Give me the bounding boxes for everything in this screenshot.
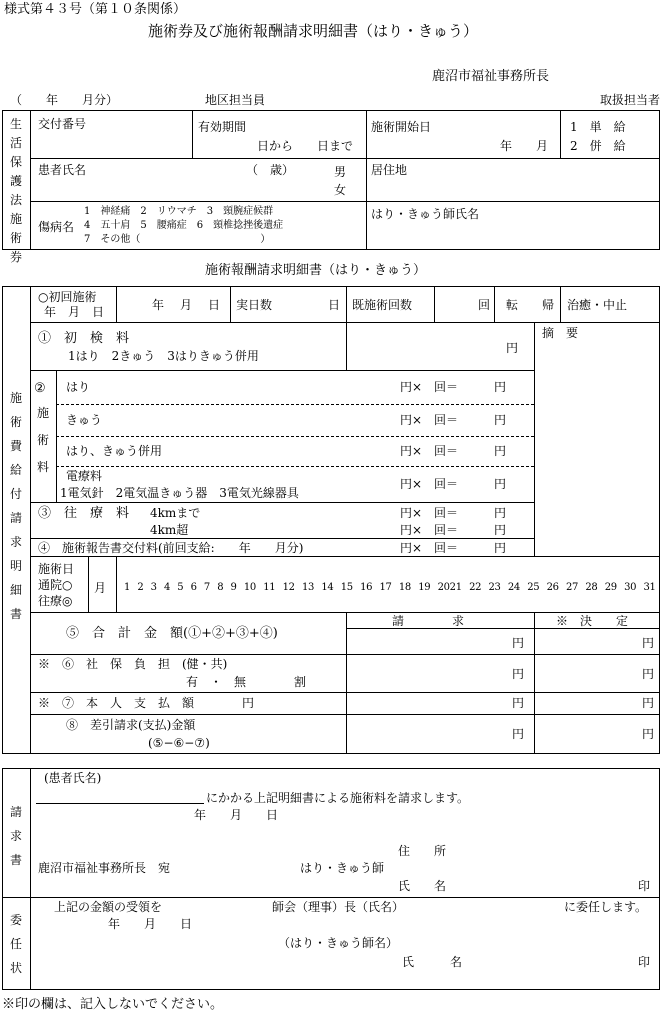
claim-practitioner-label: はり・きゅう師 <box>300 861 385 875</box>
day-number[interactable]: 12 <box>282 582 295 593</box>
day-number[interactable]: 7 <box>203 582 210 593</box>
disease-options-line2: 4 五十肩 5 腰痛症 6 頸椎捻挫後遺症 <box>84 220 284 231</box>
travel-fee-label: ③ 往 療 料 <box>38 506 130 521</box>
total-decision-yen: 円 <box>642 636 655 650</box>
first-visit-ymd: 年 月 日 <box>44 305 105 319</box>
day-number[interactable]: 18 <box>398 582 411 593</box>
summary-label: 摘 要 <box>542 326 579 340</box>
actual-days-label: 実日数 <box>236 298 273 312</box>
day-number[interactable]: 10 <box>243 582 256 593</box>
sex-female: 女 <box>334 183 347 197</box>
day-number[interactable]: 13 <box>301 582 315 593</box>
delegation-side-label: 委 任 状 <box>9 913 22 975</box>
social-insurance-options: 有 ・ 無 割 <box>186 675 307 689</box>
combined-label: はり、きゅう併用 <box>66 444 163 458</box>
form-number: 様式第４３号（第１０条関係） <box>4 2 187 17</box>
day-number[interactable]: 16 <box>360 582 373 593</box>
initial-exam-options: 1はり 2きゅう 3はりきゅう併用 <box>68 349 259 363</box>
patient-name-label: 患者氏名 <box>38 163 87 177</box>
cure-stop-label: 治癒・中止 <box>567 298 628 312</box>
day-number[interactable]: 22 <box>469 582 482 593</box>
combined-calc: 円× 回＝ 円 <box>400 444 507 458</box>
claim-name-label: 氏 名 <box>398 879 447 893</box>
claim-date: 年 月 日 <box>194 808 279 822</box>
delegation-date: 年 月 日 <box>108 917 193 931</box>
previous-count-unit: 回 <box>478 298 491 312</box>
disease-options-line1: 1 神経痛 2 リウマチ 3 頸腕症候群 <box>84 206 274 217</box>
start-date-field: 年 月 <box>500 139 549 153</box>
claim-seal: 印 <box>638 879 651 893</box>
valid-period-range: 日から 日まで <box>257 139 354 153</box>
day-number[interactable]: 30 <box>624 582 637 593</box>
period-field: （ 年 月分） <box>10 93 119 107</box>
ticket-side-label: 生 活 保 護 法 施 術 券 <box>9 117 22 264</box>
residence-label: 居住地 <box>371 163 408 177</box>
hari-calc: 円× 回＝ 円 <box>400 380 507 394</box>
day-number[interactable]: 19 <box>418 582 431 593</box>
day-number[interactable]: 1 <box>124 582 131 593</box>
office-name: 鹿沼市福祉事務所長 <box>432 69 550 84</box>
day-number[interactable]: 23 <box>488 582 501 593</box>
age-field: （ 歳） <box>246 163 295 177</box>
day-number[interactable]: 2 <box>137 582 144 593</box>
total-amount-label: ⑤ 合 計 金 額(①+②+③+④) <box>66 626 278 641</box>
delegation-seal: 印 <box>638 955 651 969</box>
day-number[interactable]: 5 <box>177 582 184 593</box>
day-number[interactable]: 15 <box>340 582 353 593</box>
district-officer-label: 地区担当員 <box>205 93 266 107</box>
single-benefit-option: 1 単 給 <box>570 120 626 134</box>
day-number[interactable]: 28 <box>585 582 598 593</box>
claim-statement: にかかる上記明細書による施術料を請求します。 <box>206 791 470 805</box>
net-claim-label: ⑧ 差引請求(支払)金額 <box>66 718 196 732</box>
travel-over-4km-calc: 円× 回＝ 円 <box>400 523 507 537</box>
initial-exam-yen: 円 <box>506 341 519 355</box>
claim-patient-line <box>36 803 204 804</box>
net-claim-yen: 円 <box>512 727 525 741</box>
visit-date-label: 施術日 <box>38 562 75 576</box>
first-visit-month: 月 <box>180 298 193 312</box>
previous-count-label: 既施術回数 <box>352 298 413 312</box>
travel-4km-calc: 円× 回＝ 円 <box>400 506 507 520</box>
visit-house-label: 往療◎ <box>38 594 73 608</box>
delegation-text-1: 上記の金額の受領を <box>54 900 163 914</box>
self-pay-claim-yen: 円 <box>512 696 525 710</box>
net-decision-yen: 円 <box>642 727 655 741</box>
day-number[interactable]: 25 <box>527 582 540 593</box>
day-number[interactable]: 9 <box>230 582 237 593</box>
detail-side-label: 施 術 費 給 付 請 求 明 細 書 <box>9 391 22 621</box>
valid-period-label: 有効期間 <box>198 120 247 134</box>
claim-patient-label: (患者氏名) <box>44 771 102 785</box>
day-number[interactable]: 11 <box>263 582 276 593</box>
travel-4km: 4kmまで <box>150 506 201 520</box>
combined-benefit-option: 2 併 給 <box>570 139 626 153</box>
day-number[interactable]: 17 <box>379 582 392 593</box>
social-decision-yen: 円 <box>642 667 655 681</box>
claim-address-label: 住 所 <box>398 844 447 858</box>
total-claim-yen: 円 <box>512 636 525 650</box>
delegation-text-2: 師会（理事）長（氏名） <box>272 900 405 914</box>
outcome-label: 転 帰 <box>506 298 555 312</box>
kyu-calc: 円× 回＝ 円 <box>400 413 507 427</box>
sex-male: 男 <box>334 165 347 179</box>
day-number[interactable]: 29 <box>604 582 617 593</box>
social-insurance-label: ※ ⑥ 社 保 負 担 (健・共) <box>38 657 228 671</box>
detail-title: 施術報酬請求明細書（はり・きゅう） <box>205 263 427 278</box>
day-number[interactable]: 8 <box>217 582 224 593</box>
day-number[interactable]: 27 <box>565 582 579 593</box>
day-number[interactable]: 2021 <box>437 582 462 593</box>
electro-fee-options: 1電気針 2電気温きゅう器 3電気光線器具 <box>60 486 299 500</box>
fee-circle-2: ② <box>34 381 46 396</box>
hari-label: はり <box>66 380 91 394</box>
practitioner-name-label: はり・きゅう師氏名 <box>371 207 480 221</box>
disease-options-line3: 7 その他（ ） <box>84 234 271 245</box>
day-number[interactable]: 3 <box>150 582 157 593</box>
self-pay-label: ※ ⑦ 本 人 支 払 額 円 <box>38 696 255 710</box>
delegation-practitioner: （はり・きゅう師名） <box>278 936 399 950</box>
delegation-name-label: 氏 名 <box>402 955 463 969</box>
visit-day-strip <box>124 582 656 593</box>
net-claim-formula: (⑤−⑥−⑦) <box>148 736 210 750</box>
first-visit-day: 日 <box>208 298 221 312</box>
fee-vertical-label: 施 術 料 <box>36 406 49 474</box>
page-title: 施術券及び施術報酬請求明細書（はり・きゅう） <box>148 22 479 40</box>
kyu-label: きゅう <box>66 413 103 427</box>
self-pay-decision-yen: 円 <box>642 696 655 710</box>
claim-addressee: 鹿沼市福祉事務所長 宛 <box>38 861 171 875</box>
decision-column-header: ※ 決 定 <box>556 614 629 628</box>
handler-label: 取扱担当者 <box>600 93 661 107</box>
day-number[interactable]: 14 <box>321 582 334 593</box>
travel-over-4km: 4km超 <box>150 523 189 537</box>
ticket-number-label: 交付番号 <box>38 117 87 131</box>
day-number[interactable]: 6 <box>190 582 197 593</box>
day-number[interactable]: 24 <box>507 582 520 593</box>
delegation-text-3: に委任します。 <box>564 900 648 914</box>
first-visit-label: ○初回施術 <box>38 290 97 304</box>
report-fee-calc: 円× 回＝ 円 <box>400 541 507 555</box>
day-number[interactable]: 4 <box>163 582 170 593</box>
report-fee-label: ④ 施術報告書交付料(前回支給: 年 月分) <box>38 541 304 555</box>
electro-fee-calc: 円× 回＝ 円 <box>400 477 507 491</box>
start-date-label: 施術開始日 <box>371 120 432 134</box>
social-claim-yen: 円 <box>512 667 525 681</box>
claim-column-header: 請 求 <box>392 614 465 628</box>
claim-side-label: 請 求 書 <box>9 805 22 867</box>
day-number[interactable]: 26 <box>546 582 559 593</box>
first-visit-year: 年 <box>152 298 165 312</box>
visit-month: 月 <box>94 581 107 595</box>
disease-label: 傷病名 <box>38 220 75 234</box>
visit-commute-label: 通院○ <box>38 578 73 592</box>
actual-days-unit: 日 <box>328 298 341 312</box>
initial-exam-fee-label: ① 初 検 料 <box>38 331 130 346</box>
electro-fee-label: 電療料 <box>66 469 103 483</box>
footer-note: ※印の欄は、記入しないでください。 <box>2 997 224 1012</box>
day-number[interactable]: 31 <box>643 582 656 593</box>
